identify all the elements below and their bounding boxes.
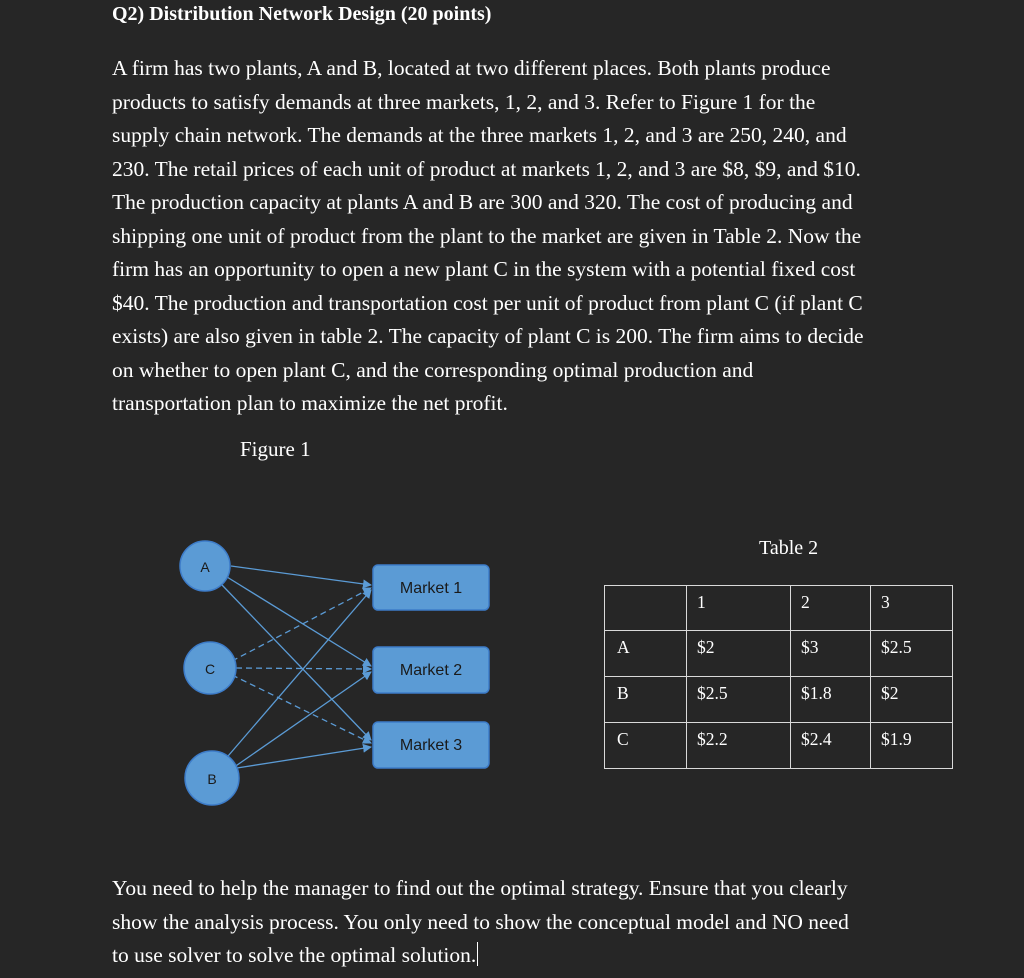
arc-c-market3: [232, 675, 371, 743]
table-row: [605, 677, 953, 723]
table-cell: $2.4: [791, 723, 871, 769]
table-row: [605, 723, 953, 769]
network-figure: [170, 525, 510, 815]
statement-line: The production capacity at plants A and B are 300 and 320. The cost of producing and: [112, 190, 853, 214]
statement-line: exists) are also given in table 2. The capacity of plant C is 200. The firm aims to decide: [112, 324, 864, 348]
cost-table: [604, 585, 953, 769]
market-label-3: Market 3: [399, 737, 463, 754]
instruction-line: show the analysis process. You only need to show the conceptual model and NO need: [112, 909, 849, 934]
plant-node-a: [180, 541, 230, 591]
instruction-line-text: to use solver to solve the optimal solution.: [112, 943, 477, 967]
figure-caption: Figure 1: [240, 437, 311, 461]
statement-line: $40. The production and transportation cost per unit of product from plant C (if plant C: [112, 290, 863, 315]
statement-line: products to satisfy demands at three markets, 1, 2, and 3. Refer to Figure 1 for the: [112, 89, 816, 114]
arc-b-market1: [222, 590, 371, 763]
table-row: [605, 631, 953, 677]
table-header-cell: 1: [687, 586, 791, 631]
arc-c-market1: [232, 588, 371, 661]
market-node-1: [373, 565, 489, 610]
row-plant-label: C: [605, 723, 687, 769]
plant-node-b: [185, 751, 239, 805]
arc-b-market2: [230, 672, 371, 770]
table-cell: $1.9: [871, 723, 953, 769]
table-cell: $2.2: [687, 723, 791, 769]
market-node-3: [373, 722, 489, 768]
table-cell: $2.5: [687, 677, 791, 723]
table-cell: $2.5: [871, 631, 953, 677]
table-cell: $3: [791, 631, 871, 677]
statement-line: supply chain network. The demands at the three markets 1, 2, and 3 are 250, 240, and: [112, 123, 847, 147]
statement-line: shipping one unit of product from the plant to the market are given in Table 2. Now the: [112, 223, 862, 248]
instruction-text: [112, 872, 1012, 973]
statement-line: firm has an opportunity to open a new plant C in the system with a potential fixed cost: [112, 257, 856, 281]
row-plant-label: A: [605, 631, 687, 677]
plant-label-c: C: [204, 661, 216, 677]
plant-node-c: [184, 642, 236, 694]
table-header-cell: [605, 586, 687, 631]
table-cell: $1.8: [791, 677, 871, 723]
market-node-2: [373, 647, 489, 693]
market-label-2: Market 2: [399, 662, 463, 679]
arc-a-market2: [227, 577, 371, 666]
table-cell: $2: [871, 677, 953, 723]
arc-a-market3: [222, 585, 371, 740]
text-cursor: [477, 942, 478, 966]
table-caption: Table 2: [759, 537, 819, 559]
plant-label-a: A: [200, 559, 210, 575]
arc-a-market1: [231, 566, 371, 585]
statement-line: transportation plan to maximize the net profit.: [112, 391, 508, 415]
table-cell: $2: [687, 631, 791, 677]
table-header-cell: 2: [791, 586, 871, 631]
arc-b-market3: [237, 747, 371, 768]
question-heading: Q2) Distribution Network Design (20 points): [112, 3, 492, 25]
instruction-line: You need to help the manager to find out the optimal strategy. Ensure that you clearly: [112, 876, 848, 900]
statement-line: on whether to open plant C, and the corresponding optimal production and: [112, 357, 754, 382]
problem-statement: [112, 52, 1012, 421]
row-plant-label: B: [605, 677, 687, 723]
statement-line: A firm has two plants, A and B, located at two different places. Both plants produce: [112, 56, 831, 80]
statement-line: 230. The retail prices of each unit of product at markets 1, 2, and 3 are $8, $9, and $10.: [112, 156, 861, 181]
instruction-line: [112, 939, 1012, 973]
market-label-1: Market 1: [399, 580, 463, 597]
table-header-row: [605, 586, 953, 631]
plant-label-b: B: [207, 771, 217, 787]
table-header-cell: 3: [871, 586, 953, 631]
